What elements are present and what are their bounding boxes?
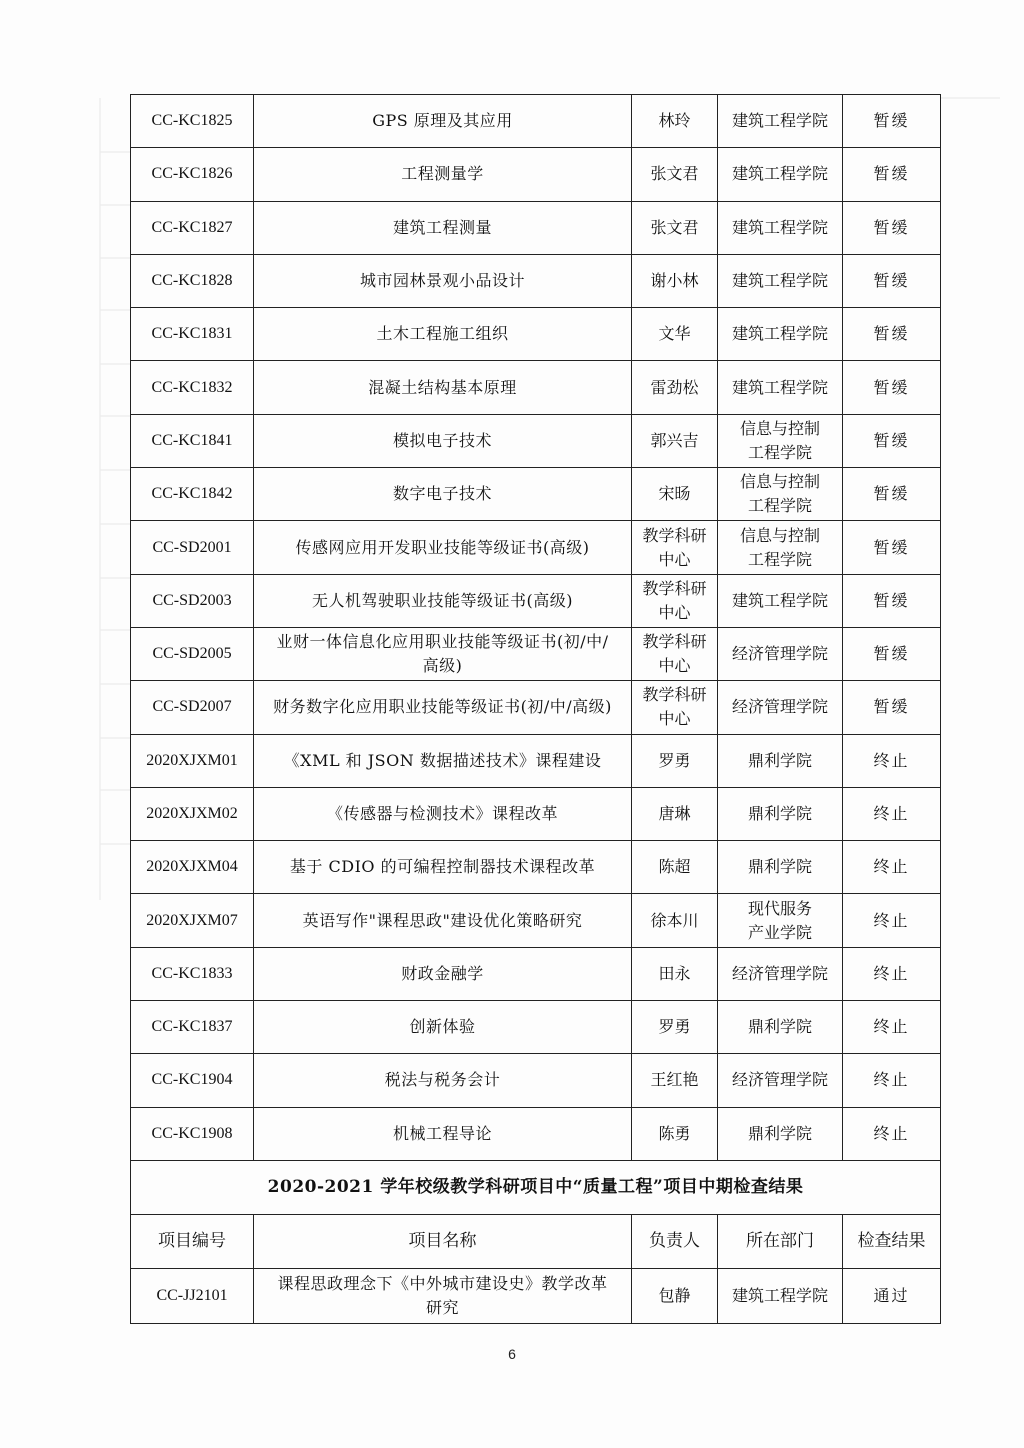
results-table-body <box>131 95 941 1161</box>
project-name: 业财一体信息化应用职业技能等级证书(初/中/ 高级) <box>254 627 632 680</box>
project-code: CC-KC1833 <box>131 947 254 1000</box>
project-name: 土木工程施工组织 <box>254 308 632 361</box>
person-in-charge: 林玲 <box>632 95 718 148</box>
project-name: 课程思政理念下《中外城市建设史》教学改革 研究 <box>254 1268 632 1323</box>
check-result: 暂缓 <box>843 414 941 467</box>
check-result: 终止 <box>843 841 941 894</box>
department: 建筑工程学院 <box>718 148 843 201</box>
table-row <box>131 1054 941 1107</box>
department: 建筑工程学院 <box>718 201 843 254</box>
project-code: 2020XJXM01 <box>131 734 254 787</box>
person-in-charge: 田永 <box>632 947 718 1000</box>
table-row <box>131 894 941 947</box>
table-row <box>131 95 941 148</box>
department: 建筑工程学院 <box>718 95 843 148</box>
department: 建筑工程学院 <box>718 361 843 414</box>
person-in-charge: 谢小林 <box>632 254 718 307</box>
table-row <box>131 947 941 1000</box>
project-name: 基于 CDIO 的可编程控制器技术课程改革 <box>254 841 632 894</box>
header-project-code: 项目编号 <box>131 1214 254 1268</box>
section2-body <box>131 1160 941 1323</box>
project-name: GPS 原理及其应用 <box>254 95 632 148</box>
department: 建筑工程学院 <box>718 254 843 307</box>
department: 现代服务 产业学院 <box>718 894 843 947</box>
project-code: 2020XJXM07 <box>131 894 254 947</box>
project-name: 混凝土结构基本原理 <box>254 361 632 414</box>
project-code: CC-KC1828 <box>131 254 254 307</box>
table-row <box>131 361 941 414</box>
table-row <box>131 627 941 680</box>
project-name: 《XML 和 JSON 数据描述技术》课程建设 <box>254 734 632 787</box>
person-in-charge: 教学科研 中心 <box>632 574 718 627</box>
project-name: 财政金融学 <box>254 947 632 1000</box>
person-in-charge: 张文君 <box>632 201 718 254</box>
table-row <box>131 201 941 254</box>
table-row <box>131 574 941 627</box>
table-row <box>131 148 941 201</box>
check-result: 暂缓 <box>843 95 941 148</box>
department: 信息与控制 工程学院 <box>718 468 843 521</box>
person-in-charge: 文华 <box>632 308 718 361</box>
person-in-charge: 徐本川 <box>632 894 718 947</box>
check-result: 暂缓 <box>843 574 941 627</box>
project-name: 无人机驾驶职业技能等级证书(高级) <box>254 574 632 627</box>
project-name: 财务数字化应用职业技能等级证书(初/中/高级) <box>254 681 632 734</box>
table-row <box>131 254 941 307</box>
header-project-name: 项目名称 <box>254 1214 632 1268</box>
person-in-charge: 王红艳 <box>632 1054 718 1107</box>
project-name: 传感网应用开发职业技能等级证书(高级) <box>254 521 632 574</box>
project-code: 2020XJXM02 <box>131 787 254 840</box>
check-result: 通过 <box>843 1268 941 1323</box>
project-code: CC-KC1826 <box>131 148 254 201</box>
person-in-charge: 唐琳 <box>632 787 718 840</box>
project-name: 《传感器与检测技术》课程改革 <box>254 787 632 840</box>
check-result: 暂缓 <box>843 201 941 254</box>
check-result: 终止 <box>843 1107 941 1160</box>
section2-header-row <box>131 1214 941 1268</box>
project-code: CC-SD2001 <box>131 521 254 574</box>
project-code: CC-KC1832 <box>131 361 254 414</box>
person-in-charge: 教学科研 中心 <box>632 521 718 574</box>
department: 经济管理学院 <box>718 1054 843 1107</box>
department: 信息与控制 工程学院 <box>718 521 843 574</box>
project-code: CC-KC1825 <box>131 95 254 148</box>
header-department: 所在部门 <box>718 1214 843 1268</box>
table-row <box>131 308 941 361</box>
table-row <box>131 1107 941 1160</box>
person-in-charge: 教学科研 中心 <box>632 627 718 680</box>
project-code: CC-SD2007 <box>131 681 254 734</box>
project-name: 工程测量学 <box>254 148 632 201</box>
check-result: 暂缓 <box>843 681 941 734</box>
table-row <box>131 681 941 734</box>
project-code: CC-SD2005 <box>131 627 254 680</box>
project-code: CC-KC1842 <box>131 468 254 521</box>
person-in-charge: 包静 <box>632 1268 718 1323</box>
check-result: 暂缓 <box>843 627 941 680</box>
header-result: 检查结果 <box>843 1214 941 1268</box>
check-result: 终止 <box>843 894 941 947</box>
project-code: CC-KC1904 <box>131 1054 254 1107</box>
department: 经济管理学院 <box>718 627 843 680</box>
project-name: 税法与税务会计 <box>254 1054 632 1107</box>
check-result: 暂缓 <box>843 468 941 521</box>
project-name: 创新体验 <box>254 1001 632 1054</box>
section2-title-row <box>131 1160 941 1214</box>
person-in-charge: 雷劲松 <box>632 361 718 414</box>
department: 建筑工程学院 <box>718 308 843 361</box>
check-result: 终止 <box>843 1001 941 1054</box>
check-result: 终止 <box>843 734 941 787</box>
department: 鼎利学院 <box>718 787 843 840</box>
table-row <box>131 787 941 840</box>
department: 鼎利学院 <box>718 1001 843 1054</box>
department: 鼎利学院 <box>718 734 843 787</box>
person-in-charge: 教学科研 中心 <box>632 681 718 734</box>
table-row <box>131 841 941 894</box>
project-code: CC-SD2003 <box>131 574 254 627</box>
header-person: 负责人 <box>632 1214 718 1268</box>
project-code: CC-KC1831 <box>131 308 254 361</box>
page-number: 6 <box>508 1346 516 1362</box>
project-code: CC-KC1837 <box>131 1001 254 1054</box>
check-result: 暂缓 <box>843 254 941 307</box>
department: 鼎利学院 <box>718 1107 843 1160</box>
project-name: 数字电子技术 <box>254 468 632 521</box>
project-code: 2020XJXM04 <box>131 841 254 894</box>
person-in-charge: 罗勇 <box>632 1001 718 1054</box>
department: 建筑工程学院 <box>718 574 843 627</box>
project-code: CC-KC1908 <box>131 1107 254 1160</box>
check-result: 暂缓 <box>843 148 941 201</box>
person-in-charge: 宋旸 <box>632 468 718 521</box>
department: 信息与控制 工程学院 <box>718 414 843 467</box>
check-result: 终止 <box>843 787 941 840</box>
person-in-charge: 陈勇 <box>632 1107 718 1160</box>
project-name: 机械工程导论 <box>254 1107 632 1160</box>
department: 经济管理学院 <box>718 947 843 1000</box>
table-row <box>131 521 941 574</box>
department: 鼎利学院 <box>718 841 843 894</box>
person-in-charge: 张文君 <box>632 148 718 201</box>
person-in-charge: 陈超 <box>632 841 718 894</box>
project-code: CC-JJ2101 <box>131 1268 254 1323</box>
department: 建筑工程学院 <box>718 1268 843 1323</box>
check-result: 暂缓 <box>843 308 941 361</box>
results-table <box>130 94 941 1324</box>
department: 经济管理学院 <box>718 681 843 734</box>
check-result: 终止 <box>843 947 941 1000</box>
check-result: 暂缓 <box>843 361 941 414</box>
table-row <box>131 1268 941 1323</box>
person-in-charge: 郭兴吉 <box>632 414 718 467</box>
person-in-charge: 罗勇 <box>632 734 718 787</box>
project-name: 模拟电子技术 <box>254 414 632 467</box>
table-row <box>131 468 941 521</box>
project-name: 建筑工程测量 <box>254 201 632 254</box>
check-result: 终止 <box>843 1054 941 1107</box>
table-row <box>131 734 941 787</box>
project-code: CC-KC1827 <box>131 201 254 254</box>
check-result: 暂缓 <box>843 521 941 574</box>
project-name: 英语写作"课程思政"建设优化策略研究 <box>254 894 632 947</box>
project-name: 城市园林景观小品设计 <box>254 254 632 307</box>
project-code: CC-KC1841 <box>131 414 254 467</box>
table-row <box>131 414 941 467</box>
section2-title: 2020-2021 学年校级教学科研项目中“质量工程”项目中期检查结果 <box>131 1160 941 1214</box>
table-row <box>131 1001 941 1054</box>
